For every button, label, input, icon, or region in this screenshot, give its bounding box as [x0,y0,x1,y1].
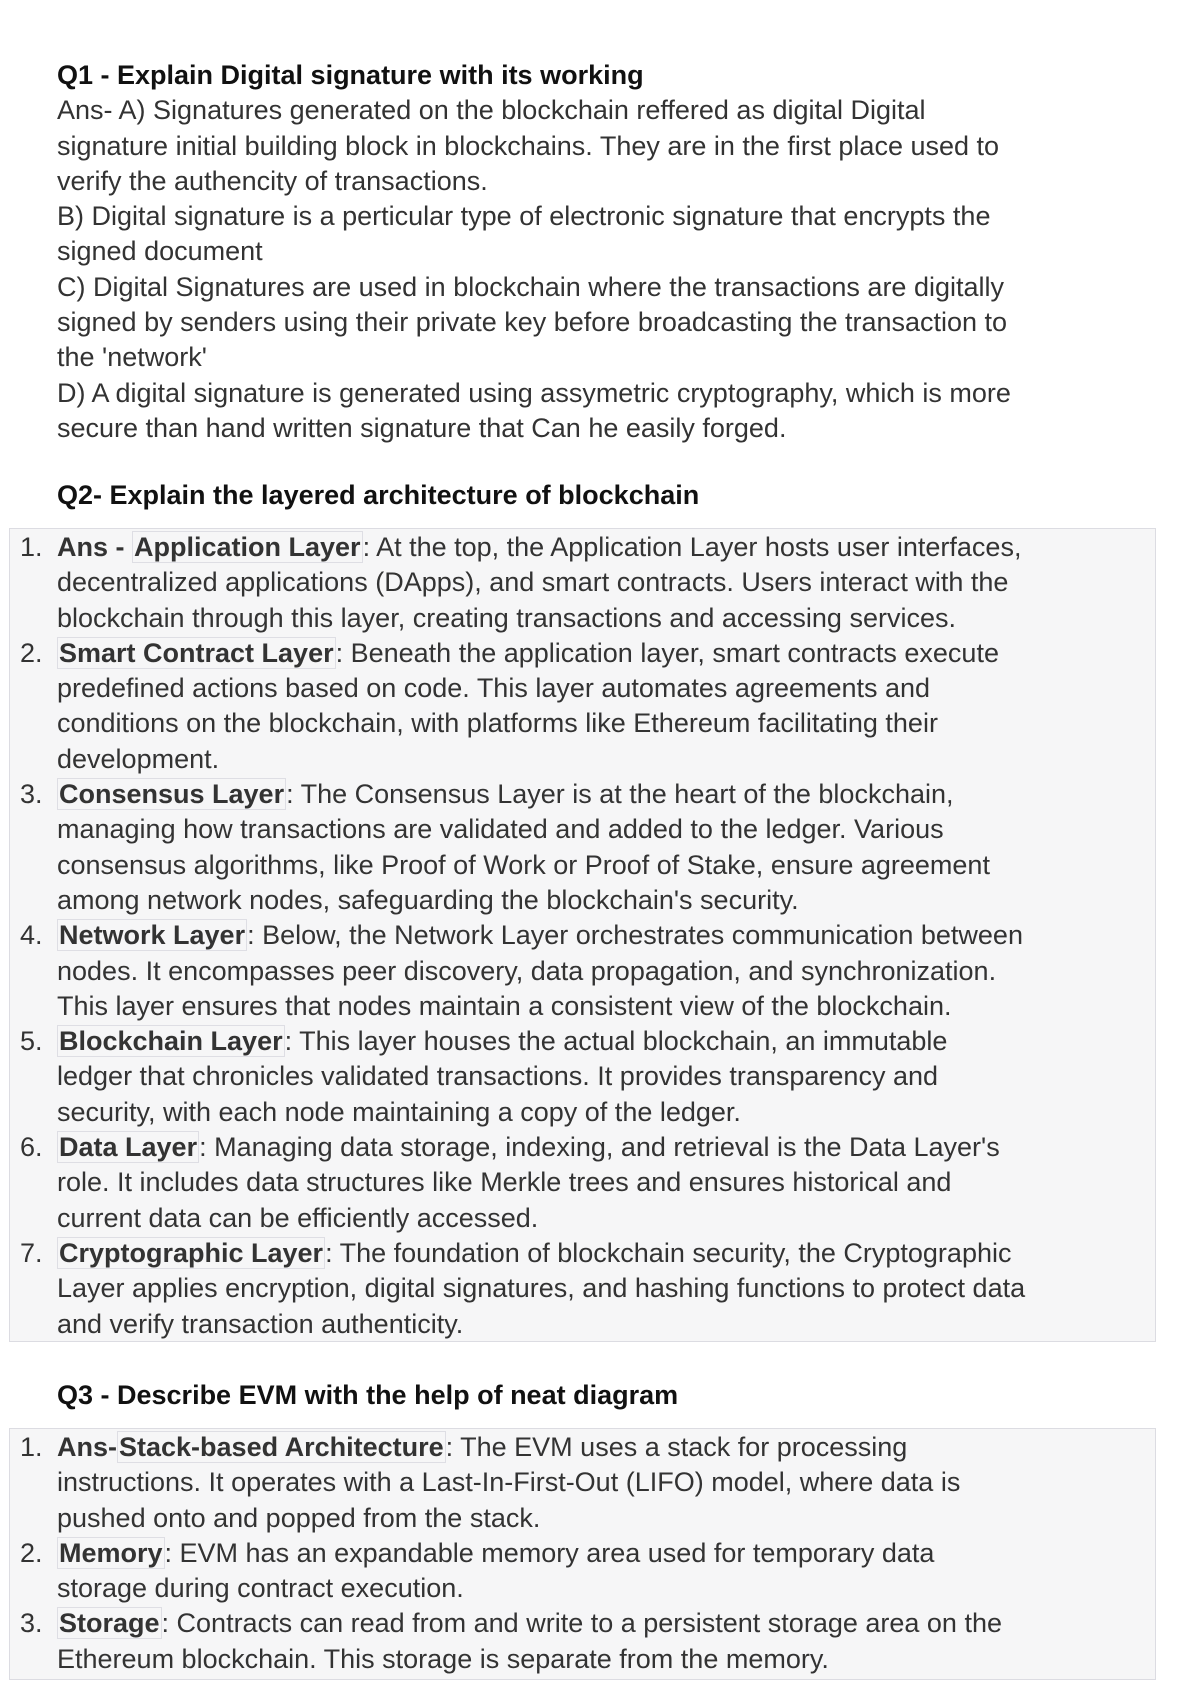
list-item [10,1430,1155,1536]
term-description: : Managing data storage, indexing, and retrieval is the Data Layer's [199,1132,1000,1163]
list-item-first-line [57,636,1155,671]
list-item-first-line [57,1024,1155,1059]
list-item-body [57,1024,1155,1130]
q2-heading [57,478,699,513]
list-item-line: managing how transactions are validated and added to the ledger. Various [57,814,944,845]
q2-answer-list [9,528,1156,1342]
list-number: 4. [20,920,43,951]
list-item-line: Ethereum blockchain. This storage is separate from the memory. [57,1643,829,1674]
list-item-body [57,530,1155,636]
q3-answer-list [9,1428,1156,1680]
list-item-line: This layer ensures that nodes maintain a consistent view of the blockchain. [57,990,952,1021]
list-item-body [57,636,1155,777]
term-label: Cryptographic Layer [59,1237,324,1268]
list-item-body [57,1430,1155,1536]
q1-section [57,58,1011,446]
answer-line: D) A digital signature is generated using assymetric cryptography, which is more [57,377,1011,408]
term-description: : Beneath the application layer, smart contracts execute [335,637,999,668]
list-number: 2. [20,1537,43,1568]
list-item-line: blockchain through this layer, creating transactions and accessing services. [57,602,956,633]
list-item-line: current data can be efficiently accessed. [57,1202,539,1233]
list-item [10,1236,1155,1342]
answer-line: signature initial building block in blockchains. They are in the first place used to [57,130,1000,161]
list-item-line: security, with each node maintaining a copy of the ledger. [57,1096,741,1127]
list-item-line: development. [57,743,220,774]
q1-heading: Q1 - Explain Digital signature with its working [57,60,644,90]
q3-heading-wrap [57,1378,678,1413]
list-item-line: and verify transaction authenticity. [57,1308,464,1339]
answer-line: secure than hand written signature that Can he easily forged. [57,412,787,443]
answer-prefix: Ans - [57,532,133,562]
term-label: Consensus Layer [59,779,285,810]
answer-line: signed by senders using their private key before broadcasting the transaction to [57,307,1008,338]
list-item-line: among network nodes, safeguarding the blockchain's security. [57,884,799,915]
term-description: : The EVM uses a stack for processing [445,1432,908,1462]
term-description: : At the top, the Application Layer hosts user interfaces, [362,532,1022,562]
list-number: 2. [20,637,43,668]
list-item-line: consensus algorithms, like Proof of Work or Proof of Stake, ensure agreement [57,849,990,880]
list-item-line: role. It includes data structures like Merkle trees and ensures historical and [57,1167,952,1198]
list-item-first-line [57,1606,1155,1641]
list-item-first-line [57,1130,1155,1165]
term-description: : EVM has an expandable memory area used for temporary data [164,1537,935,1568]
list-number: 6. [20,1132,43,1163]
list-item-line: Layer applies encryption, digital signatures, and hashing functions to protect data [57,1273,1026,1304]
list-item [10,530,1155,636]
q1-answer [57,93,1011,446]
list-item-line: pushed onto and popped from the stack. [57,1502,541,1533]
answer-line: verify the authencity of transactions. [57,165,488,196]
list-number: 5. [20,1026,43,1057]
term-description: : The foundation of blockchain security, the Cryptographic [325,1237,1012,1268]
term-label: Application Layer [134,532,361,562]
list-item-line: decentralized applications (DApps), and smart contracts. Users interact with the [57,567,1009,598]
term-label: Data Layer [59,1132,198,1163]
term-label: Network Layer [59,920,246,951]
list-item-line: conditions on the blockchain, with platforms like Ethereum facilitating their [57,708,938,739]
list-item-line: predefined actions based on code. This layer automates agreements and [57,673,931,704]
list-item-body [57,1606,1155,1677]
list-item-body [57,1236,1155,1342]
answer-prefix: Ans- [57,1432,117,1462]
term-label: Storage [59,1608,160,1639]
list-item-first-line [57,1536,1155,1571]
term-description: : The Consensus Layer is at the heart of the blockchain, [286,779,954,810]
q2-heading-label: Q2 [57,480,94,510]
list-item-body [57,918,1155,1024]
answer-line: signed document [57,236,263,267]
list-item-body [57,1130,1155,1236]
term-label: Smart Contract Layer [59,637,334,668]
list-item-first-line [57,1236,1155,1271]
term-description: : This layer houses the actual blockchain, an immutable [284,1026,948,1057]
list-item-line: storage during contract execution. [57,1573,464,1604]
list-number: 3. [20,779,43,810]
answer-line: C) Digital Signatures are used in blockchain where the transactions are digitally [57,271,1004,302]
list-number: 1. [20,1432,43,1462]
list-item-line: instructions. It operates with a Last-In-First-Out (LIFO) model, where data is [57,1467,961,1498]
list-item-line: ledger that chronicles validated transactions. It provides transparency and [57,1061,938,1092]
list-item-first-line [57,777,1155,812]
answer-line: B) Digital signature is a perticular type of electronic signature that encrypts the [57,201,991,232]
answer-line: the 'network' [57,342,207,373]
term-label: Blockchain Layer [59,1026,283,1057]
answer-line: Ans- A) Signatures generated on the blockchain reffered as digital Digital [57,95,926,126]
list-item-first-line [57,1430,1155,1465]
list-item [10,918,1155,1024]
list-item [10,1024,1155,1130]
term-label: Memory [59,1537,163,1568]
list-item [10,1536,1155,1607]
list-item [10,636,1155,777]
list-item-first-line [57,530,1155,565]
term-description: : Contracts can read from and write to a persistent storage area on the [161,1608,1002,1639]
term-label: Stack-based Architecture [119,1432,444,1462]
list-item [10,1606,1155,1677]
q2-heading-text: - Explain the layered architecture of blockchain [93,480,700,510]
term-description: : Below, the Network Layer orchestrates communication between [247,920,1023,951]
list-item-body [57,777,1155,918]
list-item [10,777,1155,918]
list-number: 1. [20,532,43,562]
list-item [10,1130,1155,1236]
list-item-body [57,1536,1155,1607]
list-number: 7. [20,1237,43,1268]
list-number: 3. [20,1608,43,1639]
list-item-first-line [57,918,1155,953]
q3-heading: Q3 - Describe EVM with the help of neat diagram [57,1380,679,1410]
list-item-line: nodes. It encompasses peer discovery, data propagation, and synchronization. [57,955,997,986]
